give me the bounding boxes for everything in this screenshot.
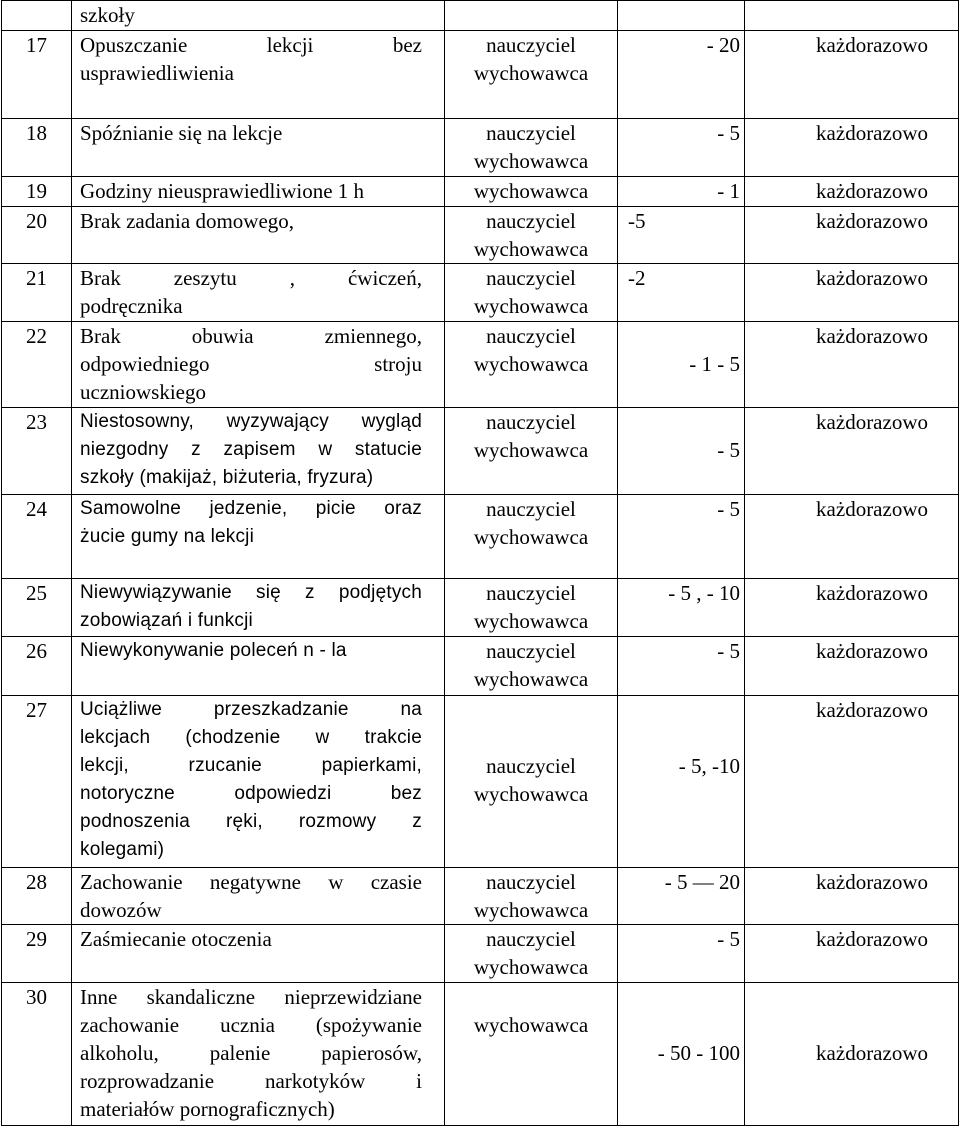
table-row: [2, 868, 959, 925]
row-description: szkoły: [72, 1, 445, 31]
row-frequency: każdorazowo: [745, 579, 959, 637]
row-description: Godziny nieusprawiedliwione 1 h: [72, 177, 445, 207]
row-frequency: każdorazowo: [745, 322, 959, 408]
row-frequency: każdorazowo: [745, 495, 959, 579]
row-points: - 5: [618, 119, 745, 177]
row-frequency: każdorazowo: [745, 408, 959, 495]
row-responsible: nauczyciel wychowawca: [445, 495, 618, 579]
table-row: [2, 207, 959, 264]
row-number: 18: [2, 119, 72, 177]
row-number: 23: [2, 408, 72, 495]
row-responsible: nauczyciel wychowawca: [445, 31, 618, 119]
row-number: 27: [2, 696, 72, 868]
row-points: - 5, -10: [618, 696, 745, 868]
table-row: [2, 1, 959, 31]
row-number: 30: [2, 983, 72, 1126]
row-frequency: każdorazowo: [745, 177, 959, 207]
row-description: Samowolne jedzenie, picie oraz żucie gumy na lekcji: [72, 495, 445, 579]
table-row: [2, 408, 959, 495]
table-row: [2, 983, 959, 1126]
row-responsible: nauczyciel wychowawca: [445, 322, 618, 408]
row-number: 24: [2, 495, 72, 579]
row-frequency: każdorazowo: [745, 925, 959, 983]
row-description: Brak obuwia zmiennego, odpowiedniego stroju uczniowskiego: [72, 322, 445, 408]
row-responsible: nauczyciel wychowawca: [445, 868, 618, 925]
table-row: [2, 637, 959, 696]
row-points: - 5: [618, 408, 745, 495]
row-number: 19: [2, 177, 72, 207]
row-frequency: każdorazowo: [745, 868, 959, 925]
row-description: Zaśmiecanie otoczenia: [72, 925, 445, 983]
row-responsible: wychowawca: [445, 983, 618, 1126]
row-points: - 5 , - 10: [618, 579, 745, 637]
table-row: [2, 579, 959, 637]
row-number: 22: [2, 322, 72, 408]
row-number: 28: [2, 868, 72, 925]
row-number: [2, 1, 72, 31]
row-responsible: nauczyciel wychowawca: [445, 579, 618, 637]
row-description: Niestosowny, wyzywający wygląd niezgodny z zapisem w statucie szkoły (makijaż, biżuteria, fryzura): [72, 408, 445, 495]
row-description: Opuszczanie lekcji bez usprawiedliwienia: [72, 31, 445, 119]
row-frequency: każdorazowo: [745, 207, 959, 264]
row-points: - 5: [618, 637, 745, 696]
table-row: [2, 495, 959, 579]
row-points: - 1: [618, 177, 745, 207]
row-responsible: nauczyciel wychowawca: [445, 696, 618, 868]
row-frequency: każdorazowo: [745, 983, 959, 1126]
row-number: 17: [2, 31, 72, 119]
penalty-points-table: [1, 0, 959, 1126]
row-frequency: każdorazowo: [745, 264, 959, 322]
row-points: - 20: [618, 31, 745, 119]
row-number: 26: [2, 637, 72, 696]
row-responsible: nauczyciel wychowawca: [445, 637, 618, 696]
row-responsible: nauczyciel wychowawca: [445, 408, 618, 495]
row-points: -2: [618, 264, 745, 322]
row-description: Brak zeszytu , ćwiczeń, podręcznika: [72, 264, 445, 322]
row-description: Niewykonywanie poleceń n - la: [72, 637, 445, 696]
table-row: [2, 322, 959, 408]
row-description: Niewywiązywanie się z podjętych zobowiązań i funkcji: [72, 579, 445, 637]
row-points: [618, 1, 745, 31]
row-number: 21: [2, 264, 72, 322]
table-row: [2, 696, 959, 868]
row-description: Inne skandaliczne nieprzewidziane zachowanie ucznia (spożywanie alkoholu, palenie papierosów, rozprowadzanie narkotyków i materiałów pornograficznych): [72, 983, 445, 1126]
row-description: Uciążliwe przeszkadzanie na lekcjach (chodzenie w trakcie lekcji, rzucanie papierkami, notoryczne odpowiedzi bez podnoszenia ręki, rozmowy z kolegami): [72, 696, 445, 868]
row-frequency: każdorazowo: [745, 31, 959, 119]
row-points: - 5: [618, 925, 745, 983]
table-row: [2, 119, 959, 177]
row-number: 25: [2, 579, 72, 637]
table-row: [2, 925, 959, 983]
table-row: [2, 177, 959, 207]
row-responsible: nauczyciel wychowawca: [445, 925, 618, 983]
row-frequency: każdorazowo: [745, 637, 959, 696]
row-description: Zachowanie negatywne w czasie dowozów: [72, 868, 445, 925]
row-points: -5: [618, 207, 745, 264]
row-points: - 1 - 5: [618, 322, 745, 408]
row-points: - 50 - 100: [618, 983, 745, 1126]
row-description: Brak zadania domowego,: [72, 207, 445, 264]
row-responsible: nauczyciel wychowawca: [445, 207, 618, 264]
row-points: - 5: [618, 495, 745, 579]
row-frequency: [745, 1, 959, 31]
row-responsible: wychowawca: [445, 177, 618, 207]
row-responsible: [445, 1, 618, 31]
row-number: 20: [2, 207, 72, 264]
row-number: 29: [2, 925, 72, 983]
row-description: Spóźnianie się na lekcje: [72, 119, 445, 177]
row-frequency: każdorazowo: [745, 696, 959, 868]
table-row: [2, 31, 959, 119]
row-responsible: nauczyciel wychowawca: [445, 264, 618, 322]
row-responsible: nauczyciel wychowawca: [445, 119, 618, 177]
row-frequency: każdorazowo: [745, 119, 959, 177]
row-points: - 5 — 20: [618, 868, 745, 925]
table-row: [2, 264, 959, 322]
